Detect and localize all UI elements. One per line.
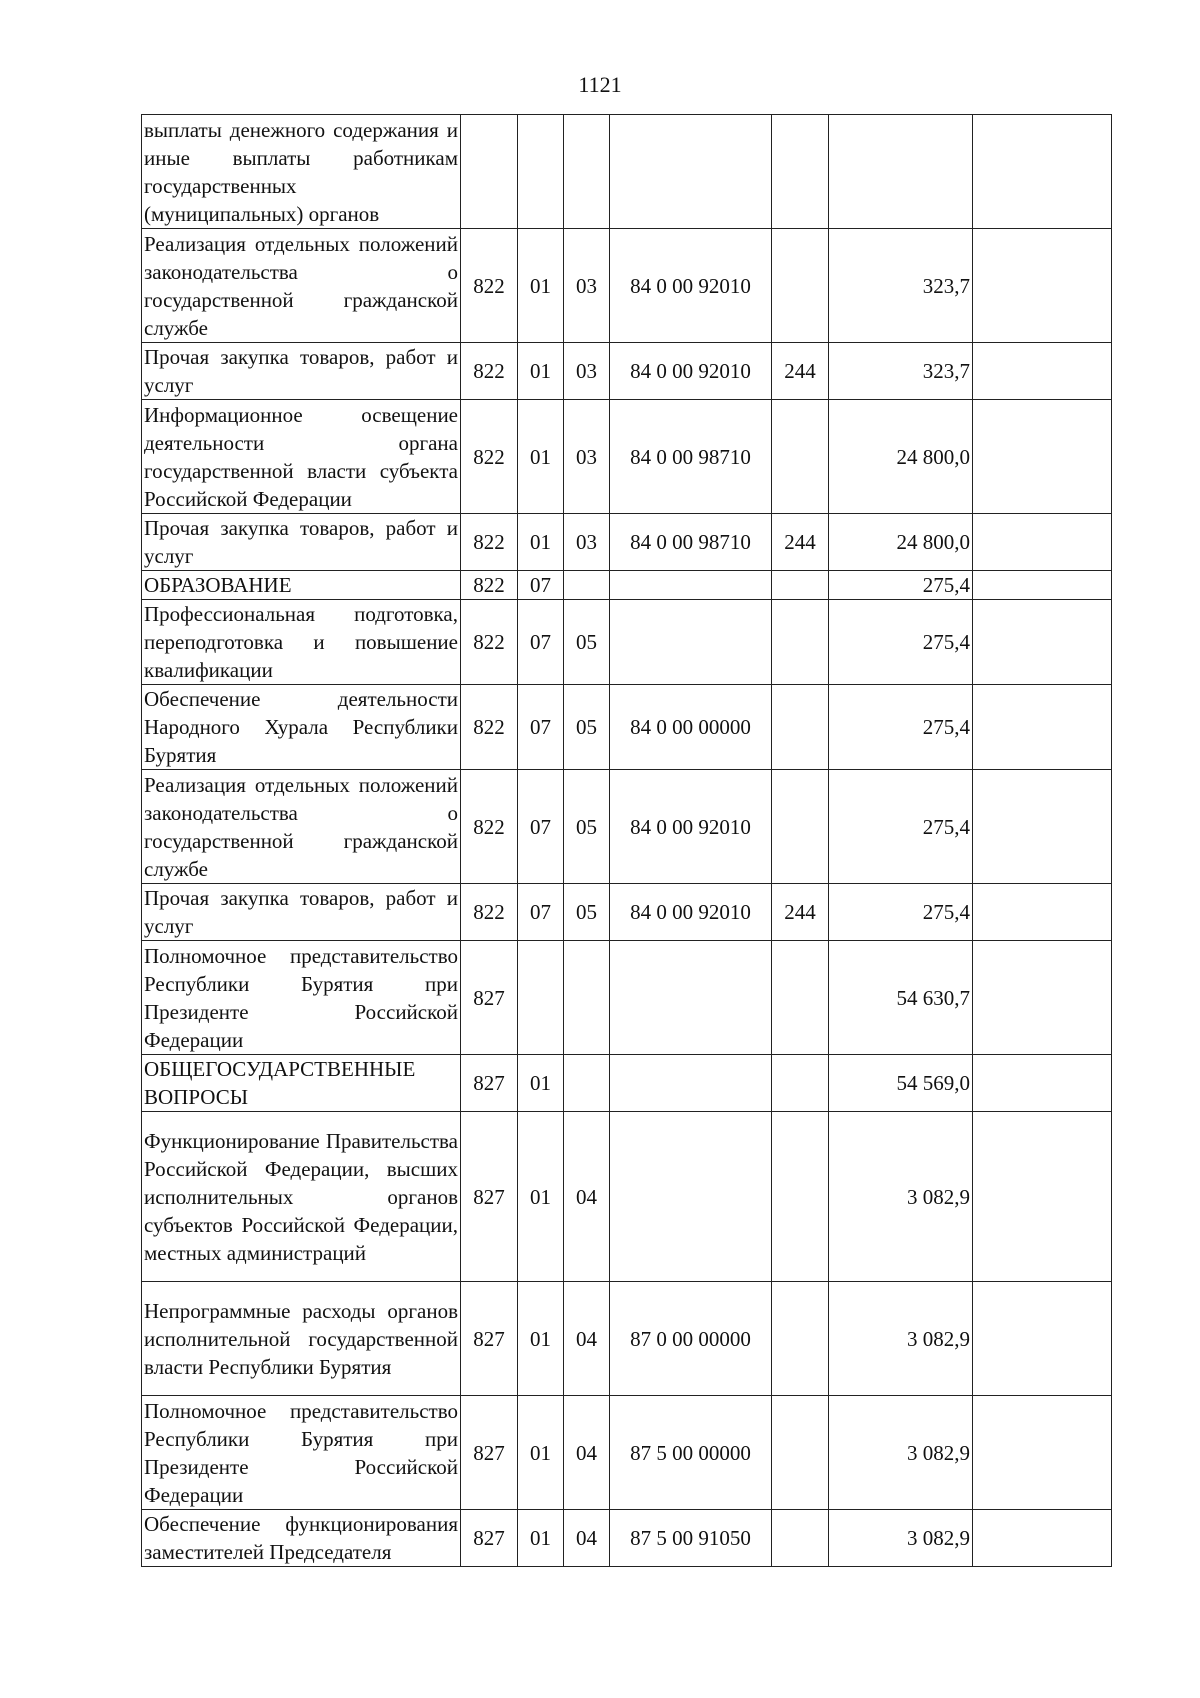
section-code-cell: 07 [518, 770, 564, 884]
subsection-code-cell: 03 [564, 514, 610, 571]
blank-cell [973, 514, 1112, 571]
target-article-cell: 84 0 00 00000 [610, 685, 772, 770]
row-name-cell: Прочая закупка товаров, работ и услуг [142, 343, 461, 400]
amount-cell [829, 115, 973, 229]
ministry-code-cell: 822 [461, 400, 518, 514]
ministry-code-cell: 827 [461, 1510, 518, 1567]
row-name-cell: ОБРАЗОВАНИЕ [142, 571, 461, 600]
table-row [142, 115, 1112, 229]
subsection-code-cell [564, 1055, 610, 1112]
ministry-code-cell: 827 [461, 1055, 518, 1112]
expense-type-cell [772, 1112, 829, 1282]
blank-cell [973, 571, 1112, 600]
row-name-cell: Реализация отдельных положений законодательства о государственной гражданской службе [142, 770, 461, 884]
page-number: 1121 [578, 72, 622, 97]
section-code-cell: 07 [518, 884, 564, 941]
expense-type-cell: 244 [772, 884, 829, 941]
subsection-code-cell [564, 941, 610, 1055]
blank-cell [973, 229, 1112, 343]
blank-cell [973, 1112, 1112, 1282]
ministry-code-cell: 822 [461, 884, 518, 941]
amount-cell: 3 082,9 [829, 1396, 973, 1510]
ministry-code-cell [461, 115, 518, 229]
expense-type-cell [772, 1282, 829, 1396]
amount-cell: 24 800,0 [829, 400, 973, 514]
row-name-cell: Обеспечение деятельности Народного Хурала Республики Бурятия [142, 685, 461, 770]
expense-type-cell [772, 770, 829, 884]
blank-cell [973, 941, 1112, 1055]
section-code-cell [518, 115, 564, 229]
amount-cell: 3 082,9 [829, 1510, 973, 1567]
amount-cell: 323,7 [829, 229, 973, 343]
section-code-cell: 01 [518, 400, 564, 514]
blank-cell [973, 115, 1112, 229]
table-row [142, 1396, 1112, 1510]
budget-table-body [142, 115, 1112, 1567]
table-row [142, 770, 1112, 884]
ministry-code-cell: 827 [461, 941, 518, 1055]
subsection-code-cell [564, 571, 610, 600]
amount-cell: 275,4 [829, 770, 973, 884]
subsection-code-cell: 03 [564, 400, 610, 514]
expense-type-cell [772, 600, 829, 685]
section-code-cell: 01 [518, 1055, 564, 1112]
amount-cell: 275,4 [829, 571, 973, 600]
table-row [142, 514, 1112, 571]
expense-type-cell [772, 400, 829, 514]
row-name-cell: Функционирование Правительства Российской Федерации, высших исполнительных органов субъектов Российской Федерации, местных администраций [142, 1112, 461, 1282]
ministry-code-cell: 827 [461, 1396, 518, 1510]
table-row [142, 600, 1112, 685]
ministry-code-cell: 822 [461, 343, 518, 400]
row-name-cell: ОБЩЕГОСУДАРСТВЕННЫЕ ВОПРОСЫ [142, 1055, 461, 1112]
ministry-code-cell: 827 [461, 1112, 518, 1282]
ministry-code-cell: 822 [461, 229, 518, 343]
section-code-cell: 01 [518, 343, 564, 400]
table-row [142, 571, 1112, 600]
target-article-cell: 84 0 00 92010 [610, 229, 772, 343]
expense-type-cell: 244 [772, 514, 829, 571]
amount-cell: 275,4 [829, 884, 973, 941]
table-row [142, 400, 1112, 514]
row-name-cell: Информационное освещение деятельности органа государственной власти субъекта Российской Федерации [142, 400, 461, 514]
target-article-cell: 84 0 00 98710 [610, 400, 772, 514]
subsection-code-cell: 03 [564, 229, 610, 343]
target-article-cell: 84 0 00 98710 [610, 514, 772, 571]
expense-type-cell [772, 1055, 829, 1112]
blank-cell [973, 1510, 1112, 1567]
subsection-code-cell [564, 115, 610, 229]
subsection-code-cell: 04 [564, 1396, 610, 1510]
expense-type-cell [772, 1396, 829, 1510]
target-article-cell: 84 0 00 92010 [610, 770, 772, 884]
expense-type-cell [772, 941, 829, 1055]
table-row [142, 1055, 1112, 1112]
target-article-cell [610, 115, 772, 229]
target-article-cell: 87 5 00 00000 [610, 1396, 772, 1510]
target-article-cell: 87 0 00 00000 [610, 1282, 772, 1396]
row-name-cell: Прочая закупка товаров, работ и услуг [142, 884, 461, 941]
amount-cell: 275,4 [829, 600, 973, 685]
table-row [142, 1112, 1112, 1282]
amount-cell: 323,7 [829, 343, 973, 400]
row-name-cell: Прочая закупка товаров, работ и услуг [142, 514, 461, 571]
row-name-cell: Полномочное представительство Республики Бурятия при Президенте Российской Федерации [142, 1396, 461, 1510]
expense-type-cell [772, 115, 829, 229]
section-code-cell: 07 [518, 600, 564, 685]
row-name-cell: Обеспечение функционирования заместителей Председателя [142, 1510, 461, 1567]
subsection-code-cell: 04 [564, 1510, 610, 1567]
expense-type-cell [772, 229, 829, 343]
subsection-code-cell: 03 [564, 343, 610, 400]
expense-type-cell: 244 [772, 343, 829, 400]
table-row [142, 685, 1112, 770]
blank-cell [973, 1282, 1112, 1396]
section-code-cell: 01 [518, 1396, 564, 1510]
target-article-cell: 87 5 00 91050 [610, 1510, 772, 1567]
blank-cell [973, 600, 1112, 685]
table-row [142, 1282, 1112, 1396]
row-name-cell: Реализация отдельных положений законодательства о государственной гражданской службе [142, 229, 461, 343]
blank-cell [973, 400, 1112, 514]
amount-cell: 54 630,7 [829, 941, 973, 1055]
subsection-code-cell: 05 [564, 685, 610, 770]
ministry-code-cell: 822 [461, 571, 518, 600]
subsection-code-cell: 04 [564, 1112, 610, 1282]
table-row [142, 343, 1112, 400]
target-article-cell [610, 941, 772, 1055]
expense-type-cell [772, 571, 829, 600]
amount-cell: 24 800,0 [829, 514, 973, 571]
ministry-code-cell: 827 [461, 1282, 518, 1396]
section-code-cell [518, 941, 564, 1055]
blank-cell [973, 884, 1112, 941]
subsection-code-cell: 05 [564, 600, 610, 685]
table-row [142, 941, 1112, 1055]
section-code-cell: 01 [518, 514, 564, 571]
expense-type-cell [772, 1510, 829, 1567]
blank-cell [973, 685, 1112, 770]
section-code-cell: 01 [518, 229, 564, 343]
target-article-cell [610, 1112, 772, 1282]
subsection-code-cell: 05 [564, 884, 610, 941]
blank-cell [973, 343, 1112, 400]
target-article-cell: 84 0 00 92010 [610, 343, 772, 400]
row-name-cell: Непрограммные расходы органов исполнительной государственной власти Республики Бурятия [142, 1282, 461, 1396]
section-code-cell: 07 [518, 571, 564, 600]
ministry-code-cell: 822 [461, 514, 518, 571]
row-name-cell: Профессиональная подготовка, переподготовка и повышение квалификации [142, 600, 461, 685]
blank-cell [973, 1396, 1112, 1510]
table-row [142, 229, 1112, 343]
ministry-code-cell: 822 [461, 685, 518, 770]
budget-table [141, 114, 1112, 1567]
blank-cell [973, 770, 1112, 884]
ministry-code-cell: 822 [461, 770, 518, 884]
blank-cell [973, 1055, 1112, 1112]
subsection-code-cell: 05 [564, 770, 610, 884]
amount-cell: 54 569,0 [829, 1055, 973, 1112]
ministry-code-cell: 822 [461, 600, 518, 685]
table-row [142, 884, 1112, 941]
target-article-cell [610, 1055, 772, 1112]
row-name-cell: выплаты денежного содержания и иные выплаты работникам государственных (муниципальных) органов [142, 115, 461, 229]
target-article-cell [610, 600, 772, 685]
subsection-code-cell: 04 [564, 1282, 610, 1396]
amount-cell: 3 082,9 [829, 1282, 973, 1396]
amount-cell: 275,4 [829, 685, 973, 770]
section-code-cell: 01 [518, 1112, 564, 1282]
section-code-cell: 01 [518, 1282, 564, 1396]
target-article-cell: 84 0 00 92010 [610, 884, 772, 941]
table-row [142, 1510, 1112, 1567]
row-name-cell: Полномочное представительство Республики Бурятия при Президенте Российской Федерации [142, 941, 461, 1055]
expense-type-cell [772, 685, 829, 770]
target-article-cell [610, 571, 772, 600]
section-code-cell: 07 [518, 685, 564, 770]
amount-cell: 3 082,9 [829, 1112, 973, 1282]
section-code-cell: 01 [518, 1510, 564, 1567]
